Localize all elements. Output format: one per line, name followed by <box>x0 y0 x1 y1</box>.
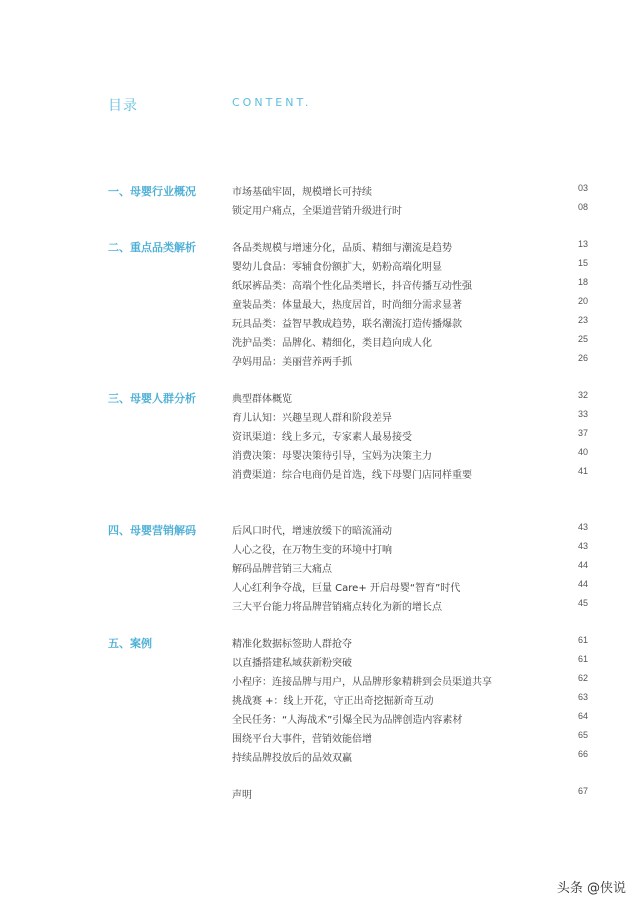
entry-title: 婴幼儿食品：零辅食份额扩大，奶粉高端化明显 <box>232 262 442 273</box>
entry-page: 64 <box>577 711 588 721</box>
entry-page: 23 <box>577 315 588 325</box>
source-watermark: 头条 @侠说 <box>556 881 626 896</box>
entry-page: 26 <box>577 353 588 363</box>
entry-page: 62 <box>577 673 588 683</box>
entry-title: 玩具品类：益智早教成趋势，联名潮流打造传播爆款 <box>232 319 462 330</box>
entry-title: 典型群体概览 <box>232 394 292 405</box>
entry-page: 41 <box>577 466 588 476</box>
toc-entry[interactable] <box>232 749 588 767</box>
section-title: 五、案例 <box>108 637 152 650</box>
toc-entry[interactable] <box>232 334 588 352</box>
entry-page: 15 <box>577 258 588 268</box>
entry-title: 童装品类：体量最大，热度居首，时尚细分需求显著 <box>232 300 462 311</box>
entry-page: 25 <box>577 334 588 344</box>
toc-entry[interactable] <box>232 466 588 484</box>
toc-entry[interactable] <box>232 598 588 616</box>
entry-title: 人心红利争夺战，巨量 Care+ 开启母婴“智育”时代 <box>232 583 461 594</box>
section-title: 二、重点品类解析 <box>108 241 196 254</box>
entry-page: 32 <box>577 390 588 400</box>
toc-entry[interactable] <box>232 409 588 427</box>
entry-page: 67 <box>577 786 588 796</box>
toc-entry[interactable] <box>232 579 588 597</box>
toc-entry[interactable] <box>232 447 588 465</box>
toc-header <box>108 95 588 115</box>
entry-title: 解码品牌营销三大痛点 <box>232 564 332 575</box>
toc-entry[interactable] <box>232 239 588 257</box>
toc-entry[interactable] <box>232 315 588 333</box>
entry-title: 消费渠道：综合电商仍是首选，线下母婴门店同样重要 <box>232 470 472 481</box>
entry-title: 持续品牌投放后的品效双赢 <box>232 753 352 764</box>
entry-title: 育儿认知：兴趣呈现人群和阶段差异 <box>232 413 392 424</box>
entry-page: 66 <box>577 749 588 759</box>
toc-subtitle: CONTENT. <box>232 96 312 109</box>
toc-entry[interactable] <box>232 711 588 729</box>
entry-page: 61 <box>577 635 588 645</box>
entry-title: 精准化数据标签助人群抢夺 <box>232 639 352 650</box>
entry-page: 40 <box>577 447 588 457</box>
entry-title: 孕妈用品：美丽营养两手抓 <box>232 357 352 368</box>
entry-title: 纸尿裤品类：高端个性化品类增长，抖音传播互动性强 <box>232 281 472 292</box>
section-title: 四、母婴营销解码 <box>108 524 196 537</box>
toc-title: 目录 <box>108 98 138 114</box>
entry-title: 锁定用户痛点，全渠道营销升级进行时 <box>232 206 402 217</box>
entry-page: 61 <box>577 654 588 664</box>
entry-page: 20 <box>577 296 588 306</box>
entry-page: 44 <box>577 579 588 589</box>
toc-entry[interactable] <box>232 673 588 691</box>
entry-title: 以直播搭建私域获新粉突破 <box>232 658 352 669</box>
toc-entry[interactable] <box>232 353 588 371</box>
toc-entry[interactable] <box>232 202 588 220</box>
entry-title: 后风口时代，增速放缓下的暗流涌动 <box>232 526 392 537</box>
section-title: 三、母婴人群分析 <box>108 392 196 405</box>
entry-title: 市场基础牢固，规模增长可持续 <box>232 187 372 198</box>
toc-entry[interactable] <box>232 692 588 710</box>
entry-title: 全民任务：“人海战术”引爆全民为品牌创造内容素材 <box>232 715 463 726</box>
toc-entry[interactable] <box>232 390 588 408</box>
entry-page: 43 <box>577 522 588 532</box>
section-title: 一、母婴行业概况 <box>108 185 196 198</box>
toc-entry[interactable] <box>232 541 588 559</box>
entry-title: 各品类规模与增速分化，品质、精细与潮流是趋势 <box>232 243 452 254</box>
entry-page: 44 <box>577 560 588 570</box>
entry-title: 人心之役，在万物生变的环境中打响 <box>232 545 392 556</box>
toc-entry[interactable] <box>232 522 588 540</box>
toc-entry[interactable] <box>232 296 588 314</box>
entry-title: 挑战赛 +：线上开花，守正出奇挖掘新奇互动 <box>232 696 434 707</box>
entry-title: 三大平台能力将品牌营销痛点转化为新的增长点 <box>232 602 442 613</box>
toc-entry[interactable] <box>232 428 588 446</box>
entry-page: 37 <box>577 428 588 438</box>
entry-page: 45 <box>577 598 588 608</box>
entry-title: 资讯渠道：线上多元，专家素人最易接受 <box>232 432 412 443</box>
toc-entry[interactable] <box>232 635 588 653</box>
toc-entry[interactable] <box>232 277 588 295</box>
entry-page: 18 <box>577 277 588 287</box>
toc-entry-statement[interactable] <box>232 786 588 804</box>
toc-entry[interactable] <box>232 183 588 201</box>
entry-page: 08 <box>577 202 588 212</box>
entry-page: 65 <box>577 730 588 740</box>
entry-page: 43 <box>577 541 588 551</box>
entry-page: 03 <box>577 183 588 193</box>
entry-title: 消费决策：母婴决策待引导，宝妈为决策主力 <box>232 451 432 462</box>
entry-title: 洗护品类：品牌化、精细化，类目趋向成人化 <box>232 338 432 349</box>
toc-entry[interactable] <box>232 258 588 276</box>
entry-page: 33 <box>577 409 588 419</box>
entry-title: 围绕平台大事件，营销效能倍增 <box>232 734 372 745</box>
entry-title: 声明 <box>232 790 252 801</box>
toc-entry[interactable] <box>232 730 588 748</box>
entry-title: 小程序：连接品牌与用户，从品牌形象精耕到会员渠道共享 <box>232 677 492 688</box>
entry-page: 13 <box>577 239 588 249</box>
entry-page: 63 <box>577 692 588 702</box>
toc-entry[interactable] <box>232 560 588 578</box>
toc-entry[interactable] <box>232 654 588 672</box>
